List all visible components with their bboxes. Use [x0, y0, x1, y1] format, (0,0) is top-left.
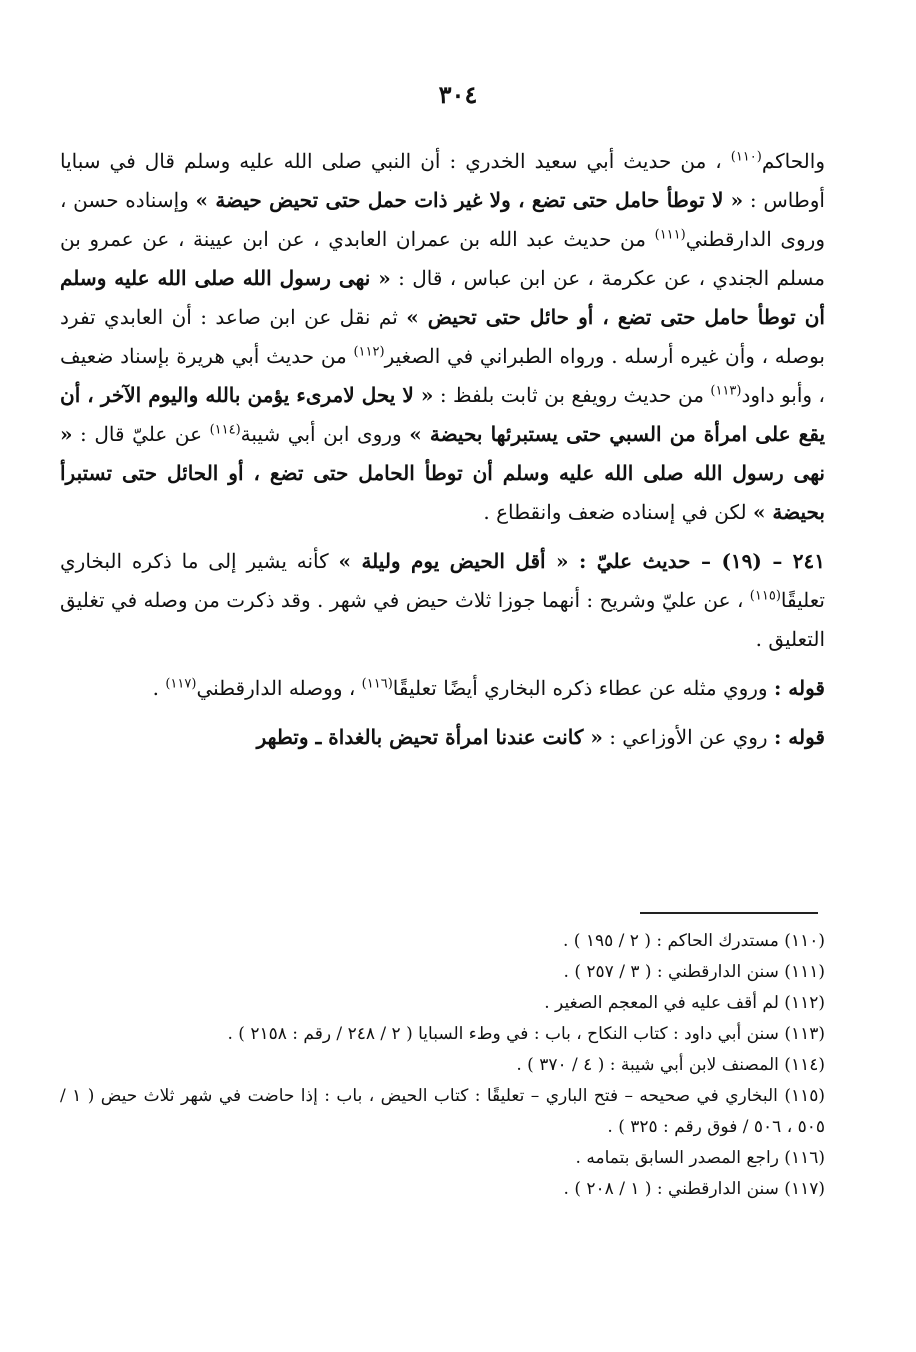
text-run: ، عن عليّ وشريح : أنهما جوزا ثلاث حيض في شهر . وقد ذكرت من وصله في تغليق التعليق .: [60, 588, 825, 651]
text-run: كأنه يشير إلى ما ذكره البخاري تعليقًا: [60, 549, 825, 612]
main-text: [60, 142, 825, 767]
text-run: والحاكم: [761, 149, 825, 173]
text-run: لكن في إسناده ضعف وانقطاع .: [483, 500, 753, 524]
footnote-ref: (١١٠): [730, 149, 762, 165]
paragraph: [60, 718, 825, 757]
footnotes: [60, 926, 825, 1205]
text-run: من حديث عبد الله بن عمران العابدي ، عن ابن عيينة ، عن عمرو بن مسلم الجندي ، عن عكرمة ، عن ابن عباس ، قال :: [60, 227, 826, 290]
text-run: وإسناده حسن ، وروى الدارقطني: [60, 188, 825, 251]
bold-text: « لا توطأ حامل حتى تضع ، ولا غير ذات حمل حتى تحيض حيضة »: [195, 188, 744, 212]
text-run: ، ووصله الدارقطني: [196, 676, 362, 700]
footnote-ref: (١١٢): [353, 344, 385, 360]
text-run: .: [152, 676, 166, 700]
footnote: (١١٠) مستدرك الحاكم : ( ٢ / ١٩٥ ) .: [562, 931, 825, 951]
text-run: من حديث أبي هريرة بإسناد ضعيف ، وأبو داود: [60, 344, 825, 407]
footnote-ref: (١١١): [654, 227, 686, 243]
footnote-ref: (١١٧): [165, 676, 197, 692]
text-run: وروى ابن أبي شيبة: [240, 422, 410, 446]
bold-text: « نهى رسول الله صلى الله عليه وسلم أن توطأ الحامل حتى تضع ، أو الحائل حتى تستبرأ بحيضة »: [60, 422, 825, 524]
footnote: (١١٢) لم أقف عليه في المعجم الصغير .: [544, 993, 825, 1013]
paragraph: [60, 142, 825, 532]
footnote: (١١٣) سنن أبي داود : كتاب النكاح ، باب : في وطء السبايا ( ٢ / ٢٤٨ / رقم : ٢١٥٨ ) .: [227, 1024, 825, 1044]
footnote: (١١٦) راجع المصدر السابق بتمامه .: [575, 1148, 825, 1168]
text-run: وروي مثله عن عطاء ذكره البخاري أيضًا تعليقًا: [392, 676, 774, 700]
bold-text: « كانت عندنا امرأة تحيض بالغداة ـ وتطهر: [256, 725, 603, 749]
text-run: ، من حديث أبي سعيد الخدري : أن النبي صلى الله عليه وسلم قال في سبايا أوطاس :: [60, 149, 825, 212]
footnote-ref: (١١٥): [749, 588, 781, 604]
bold-text: « لا يحل لامرىء يؤمن بالله واليوم الآخر ، أن يقع على امرأة من السبي حتى يستبرئها بحيضة »: [60, 383, 826, 446]
text-run: من حديث رويفع بن ثابت بلفظ :: [433, 383, 711, 407]
footnote-ref: (١١٤): [209, 422, 241, 438]
page-number: ٣٠٤: [438, 80, 478, 109]
footnote-divider: [640, 912, 818, 914]
footnote-ref: (١١٣): [710, 383, 742, 399]
bold-text: قوله :: [773, 676, 825, 700]
text-run: عن عليّ قال :: [72, 422, 210, 446]
text-run: روي عن الأوزاعي :: [602, 725, 774, 749]
paragraph: [60, 669, 825, 708]
footnote: (١١٥) البخاري في صحيحه – فتح الباري – تعليقًا : كتاب الحيض ، باب : إذا حاضت في شهر ثلاث حيض ( ١ / ٥٠٥ ، ٥٠٦ / فوق رقم : ٣٢٥ ) .: [60, 1086, 825, 1137]
footnote: (١١٤) المصنف لابن أبي شيبة : ( ٤ / ٣٧٠ ) .: [516, 1055, 825, 1075]
paragraph: [60, 542, 825, 659]
bold-text: قوله :: [773, 725, 825, 749]
bold-text: « نهى رسول الله صلى الله عليه وسلم أن توطأ حامل حتى تضع ، أو حائل حتى تحيض »: [60, 266, 825, 329]
footnote-ref: (١١٦): [361, 676, 393, 692]
text-run: ثم نقل عن ابن صاعد : أن العابدي تفرد بوصله ، وأن غيره أرسله . ورواه الطبراني في الصغير: [60, 305, 825, 368]
footnote: (١١٧) سنن الدارقطني : ( ١ / ٢٠٨ ) .: [563, 1179, 825, 1199]
footnote: (١١١) سنن الدارقطني : ( ٣ / ٢٥٧ ) .: [563, 962, 825, 982]
bold-text: ٢٤١ – (١٩) – حديث عليّ : « أقل الحيض يوم وليلة »: [338, 549, 825, 573]
